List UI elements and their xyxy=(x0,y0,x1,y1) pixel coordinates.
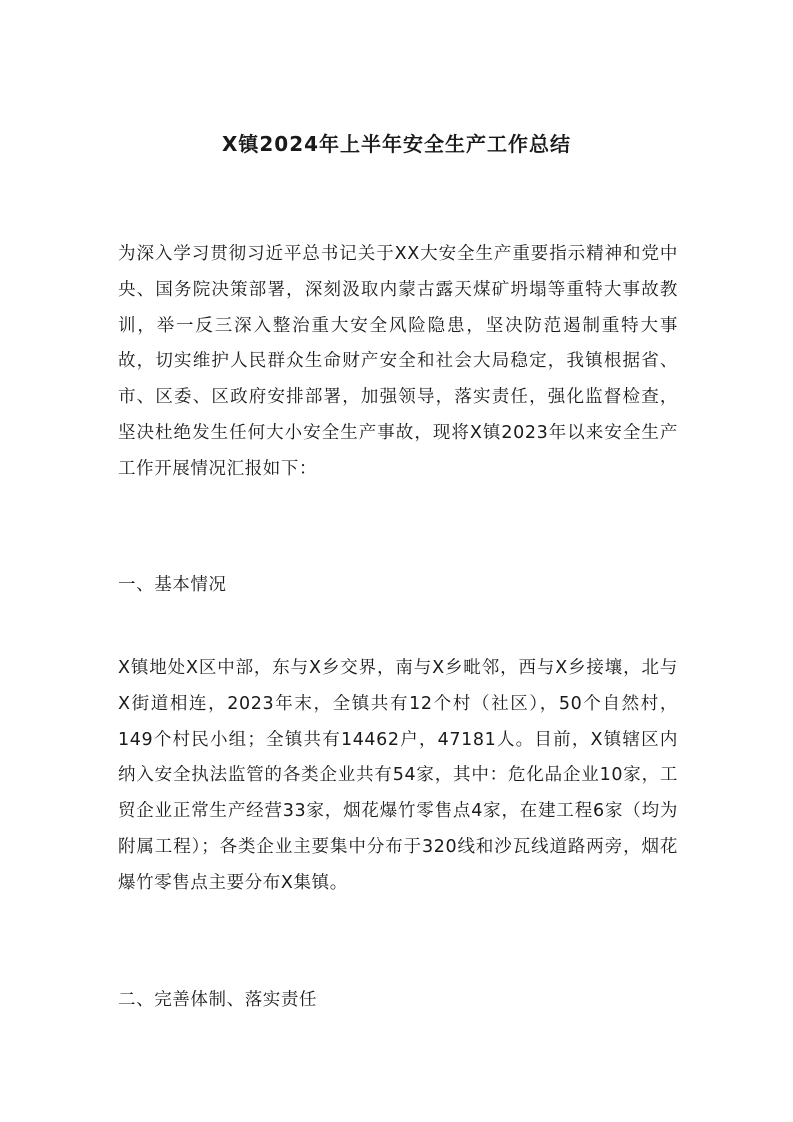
document-title: X镇2024年上半年安全生产工作总结 xyxy=(221,132,572,156)
basic-situation-paragraph: X镇地处X区中部，东与X乡交界，南与X乡毗邻，西与X乡接壤，北与X街道相连，2023年末，全镇共有12个村（社区），50个自然村，149个村民小组；全镇共有14462户，47181人。目前，X镇辖区内纳入安全执法监管的各类企业共有54家，其中：危化品企业10家，工贸企业正常生产经营33家，烟花爆竹零售点4家，在建工程6家（均为附属工程）；各类企业主要集中分布于320线和沙瓦线道路两旁，烟花爆竹零售点主要分布X集镇。 xyxy=(118,658,678,893)
intro-paragraph: 为深入学习贯彻习近平总书记关于XX大安全生产重要指示精神和党中央、国务院决策部署，深刻汲取内蒙古露天煤矿坍塌等重特大事故教训，举一反三深入整治重大安全风险隐患，坚决防范遏制重特大事故，切实维护人民群众生命财产安全和社会大局稳定，我镇根据省、市、区委、区政府安排部署，加强领导，落实责任，强化监督检查，坚决杜绝发生任何大小安全生产事故，现将X镇2023年以来安全生产工作开展情况汇报如下： xyxy=(118,244,678,479)
section-heading-basic-situation: 一、基本情况 xyxy=(118,575,227,595)
section-heading-system-responsibility: 二、完善体制、落实责任 xyxy=(118,990,318,1010)
